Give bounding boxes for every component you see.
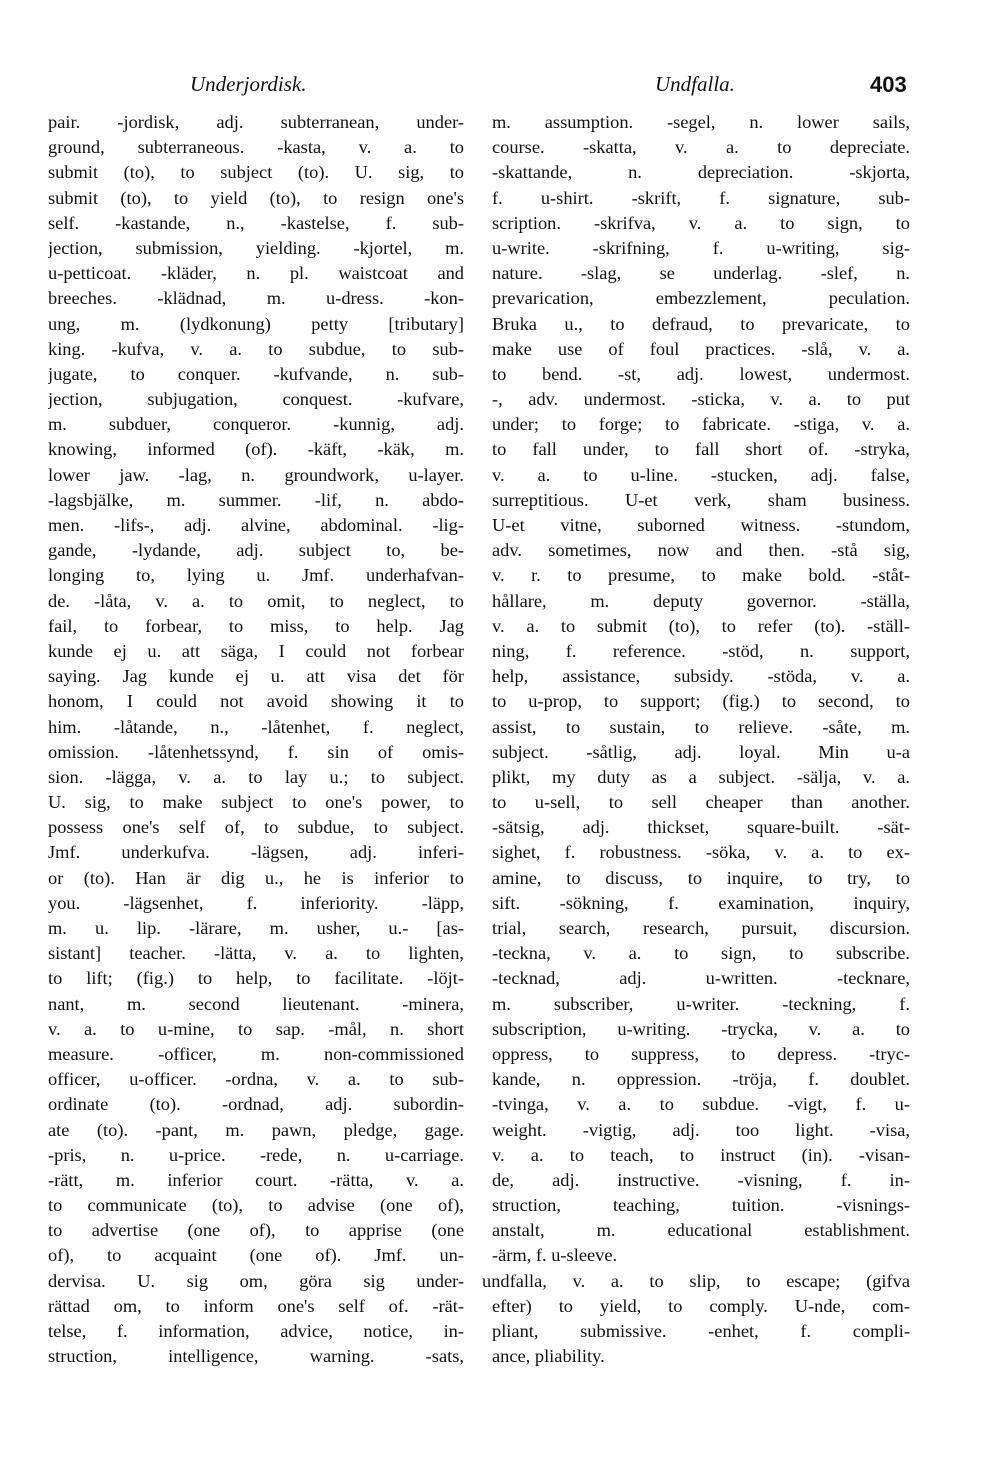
text-line: anstalt, m. educational establishment. <box>492 1220 910 1241</box>
text-line: -teckna, v. a. to sign, to subscribe. <box>492 943 910 964</box>
text-line: course. -skatta, v. a. to depreciate. <box>492 137 910 158</box>
text-line: undfalla, v. a. to slip, to escape; (gifva <box>482 1270 910 1291</box>
text-line: jection, submission, yielding. -kjortel, m. <box>48 237 464 258</box>
text-line: men. -lifs-, adj. alvine, abdominal. -lig- <box>48 515 464 535</box>
text-line: gande, -lydande, adj. subject to, be- <box>48 540 464 561</box>
page-header <box>0 72 1000 102</box>
text-line: m. subscriber, u-writer. -teckning, f. <box>492 993 910 1014</box>
text-line: de, adj. instructive. -visning, f. in- <box>492 1169 910 1190</box>
text-line: telse, f. information, advice, notice, in- <box>48 1321 464 1341</box>
text-line: adv. sometimes, now and then. -stå sig, <box>492 540 910 561</box>
text-line: you. -lägsenhet, f. inferiority. -läpp, <box>48 892 464 913</box>
text-line: -, adv. undermost. -sticka, v. a. to put <box>492 389 910 410</box>
header-right-guideword: Undfalla. <box>655 72 735 96</box>
text-line: scription. -skrifva, v. a. to sign, to <box>492 212 910 233</box>
text-line: king. -kufva, v. a. to subdue, to sub- <box>48 338 464 359</box>
text-line: jugate, to conquer. -kufvande, n. sub- <box>48 363 464 384</box>
text-line: -ärm, f. u-sleeve. <box>492 1245 618 1266</box>
text-line: kande, n. oppression. -tröja, f. doublet. <box>492 1069 910 1090</box>
text-line: self. -kastande, n., -kastelse, f. sub- <box>48 212 464 233</box>
text-line: ance, pliability. <box>492 1346 605 1367</box>
text-line: to u-prop, to support; (fig.) to second, to <box>492 691 910 712</box>
text-line: prevarication, embezzlement, peculation. <box>492 288 910 309</box>
text-line: to u-sell, to sell cheaper than another. <box>492 792 910 813</box>
text-line: him. -låtande, n., -låtenhet, f. neglect, <box>48 716 464 737</box>
text-line: subscription, u-writing. -trycka, v. a. to <box>492 1018 910 1039</box>
text-line: Bruka u., to defraud, to prevaricate, to <box>492 313 910 334</box>
text-line: sion. -lägga, v. a. to lay u.; to subject. <box>48 766 464 787</box>
text-line: pair. -jordisk, adj. subterranean, under- <box>48 112 464 132</box>
text-line: f. u-shirt. -skrift, f. signature, sub- <box>492 187 910 208</box>
text-line: make use of foul practices. -slå, v. a. <box>492 338 910 359</box>
text-line: to advertise (one of), to apprise (one <box>48 1220 464 1241</box>
text-line: ate (to). -pant, m. pawn, pledge, gage. <box>48 1119 464 1140</box>
text-line: v. a. to u-line. -stucken, adj. false, <box>492 464 910 485</box>
text-line: -skattande, n. depreciation. -skjorta, <box>492 162 910 183</box>
text-line: knowing, informed (of). -käft, -käk, m. <box>48 439 464 460</box>
text-line: v. a. to submit (to), to refer (to). -ställ- <box>492 615 910 636</box>
text-line: U. sig, to make subject to one's power, to <box>48 792 464 813</box>
text-line: -sätsig, adj. thickset, square-built. -sät- <box>492 817 910 838</box>
text-line: possess one's self of, to subdue, to subject. <box>48 817 464 838</box>
text-line: hållare, m. deputy governor. -ställa, <box>492 590 910 611</box>
text-line: measure. -officer, m. non-commissioned <box>48 1043 464 1064</box>
text-line: u-write. -skrifning, f. u-writing, sig- <box>492 237 910 258</box>
text-line: rättad om, to inform one's self of. -rät- <box>48 1295 464 1316</box>
text-line: m. subduer, conqueror. -kunnig, adj. <box>48 414 464 435</box>
text-line: jection, subjugation, conquest. -kufvare, <box>48 389 464 410</box>
text-line: -tecknad, adj. u-written. -tecknare, <box>492 968 910 989</box>
text-line: or (to). Han är dig u., he is inferior to <box>48 867 464 888</box>
text-line: weight. -vigtig, adj. too light. -visa, <box>492 1119 910 1140</box>
text-line: subject. -såtlig, adj. loyal. Min u-a <box>492 741 910 762</box>
text-line: breeches. -klädnad, m. u-dress. -kon- <box>48 288 464 309</box>
text-line: kunde ej u. att säga, I could not forbear <box>48 640 464 661</box>
text-line: sistant] teacher. -lätta, v. a. to lighten, <box>48 943 464 964</box>
text-line: Jmf. underkufva. -lägsen, adj. inferi- <box>48 842 464 863</box>
text-line: -lagsbjälke, m. summer. -lif, n. abdo- <box>48 489 464 510</box>
text-line: ground, subterraneous. -kasta, v. a. to <box>48 137 464 158</box>
text-line: to bend. -st, adj. lowest, undermost. <box>492 363 910 384</box>
text-line: -pris, n. u-price. -rede, n. u-carriage. <box>48 1144 464 1165</box>
text-line: assist, to sustain, to relieve. -såte, m. <box>492 716 910 737</box>
text-line: surreptitious. U-et verk, sham business. <box>492 489 910 510</box>
text-line: trial, search, research, pursuit, discursion. <box>492 918 910 938</box>
text-line: m. assumption. -segel, n. lower sails, <box>492 112 910 132</box>
text-line: amine, to discuss, to inquire, to try, to <box>492 867 910 888</box>
text-line: nant, m. second lieutenant. -minera, <box>48 993 464 1014</box>
text-line: officer, u-officer. -ordna, v. a. to sub- <box>48 1069 464 1090</box>
text-line: plikt, my duty as a subject. -sälja, v. a. <box>492 766 910 787</box>
text-line: fail, to forbear, to miss, to help. Jag <box>48 615 464 636</box>
text-line: v. a. to u-mine, to sap. -mål, n. short <box>48 1018 464 1039</box>
text-line: honom, I could not avoid showing it to <box>48 691 464 712</box>
text-line: oppress, to suppress, to depress. -tryc- <box>492 1043 910 1064</box>
text-line: struction, intelligence, warning. -sats, <box>48 1346 464 1367</box>
text-line: de. -låta, v. a. to omit, to neglect, to <box>48 590 464 611</box>
text-line: m. u. lip. -lärare, m. usher, u.- [as- <box>48 918 464 938</box>
text-line: to communicate (to), to advise (one of), <box>48 1195 464 1216</box>
text-line: pliant, submissive. -enhet, f. compli- <box>492 1321 910 1341</box>
text-line: of), to acquaint (one of). Jmf. un- <box>48 1245 464 1266</box>
text-line: to fall under, to fall short of. -stryka, <box>492 439 910 460</box>
text-line: nature. -slag, se underlag. -slef, n. <box>492 263 910 284</box>
right-column <box>482 110 910 1369</box>
text-line: v. r. to presume, to make bold. -ståt- <box>492 565 910 586</box>
text-line: ordinate (to). -ordnad, adj. subordin- <box>48 1094 464 1115</box>
text-line: sift. -sökning, f. examination, inquiry, <box>492 892 910 913</box>
text-line: U-et vitne, suborned witness. -stundom, <box>492 515 910 535</box>
text-line: longing to, lying u. Jmf. underhafvan- <box>48 565 464 586</box>
page-number: 403 <box>870 72 907 97</box>
text-line: dervisa. U. sig om, göra sig under- <box>48 1270 464 1291</box>
text-line: ning, f. reference. -stöd, n. support, <box>492 640 910 661</box>
text-line: sighet, f. robustness. -söka, v. a. to ex- <box>492 842 910 863</box>
left-column <box>48 110 464 1369</box>
text-line: under; to forge; to fabricate. -stiga, v. a. <box>492 414 910 435</box>
text-line: efter) to yield, to comply. U-nde, com- <box>492 1295 910 1316</box>
text-line: v. a. to teach, to instruct (in). -visan- <box>492 1144 910 1165</box>
text-line: u-petticoat. -kläder, n. pl. waistcoat and <box>48 263 464 284</box>
text-line: submit (to), to yield (to), to resign one's <box>48 187 464 208</box>
text-line: saying. Jag kunde ej u. att visa det för <box>48 666 464 687</box>
text-line: omission. -låtenhetssynd, f. sin of omis- <box>48 741 464 762</box>
text-line: submit (to), to subject (to). U. sig, to <box>48 162 464 183</box>
header-left-guideword: Underjordisk. <box>190 72 307 96</box>
text-line: struction, teaching, tuition. -visnings- <box>492 1195 910 1216</box>
text-line: help, assistance, subsidy. -stöda, v. a. <box>492 666 910 687</box>
text-line: to lift; (fig.) to help, to facilitate. -löjt- <box>48 968 464 989</box>
text-line: -tvinga, v. a. to subdue. -vigt, f. u- <box>492 1094 910 1115</box>
text-line: ung, m. (lydkonung) petty [tributary] <box>48 313 464 334</box>
text-line: lower jaw. -lag, n. groundwork, u-layer. <box>48 464 464 485</box>
text-line: -rätt, m. inferior court. -rätta, v. a. <box>48 1169 464 1190</box>
